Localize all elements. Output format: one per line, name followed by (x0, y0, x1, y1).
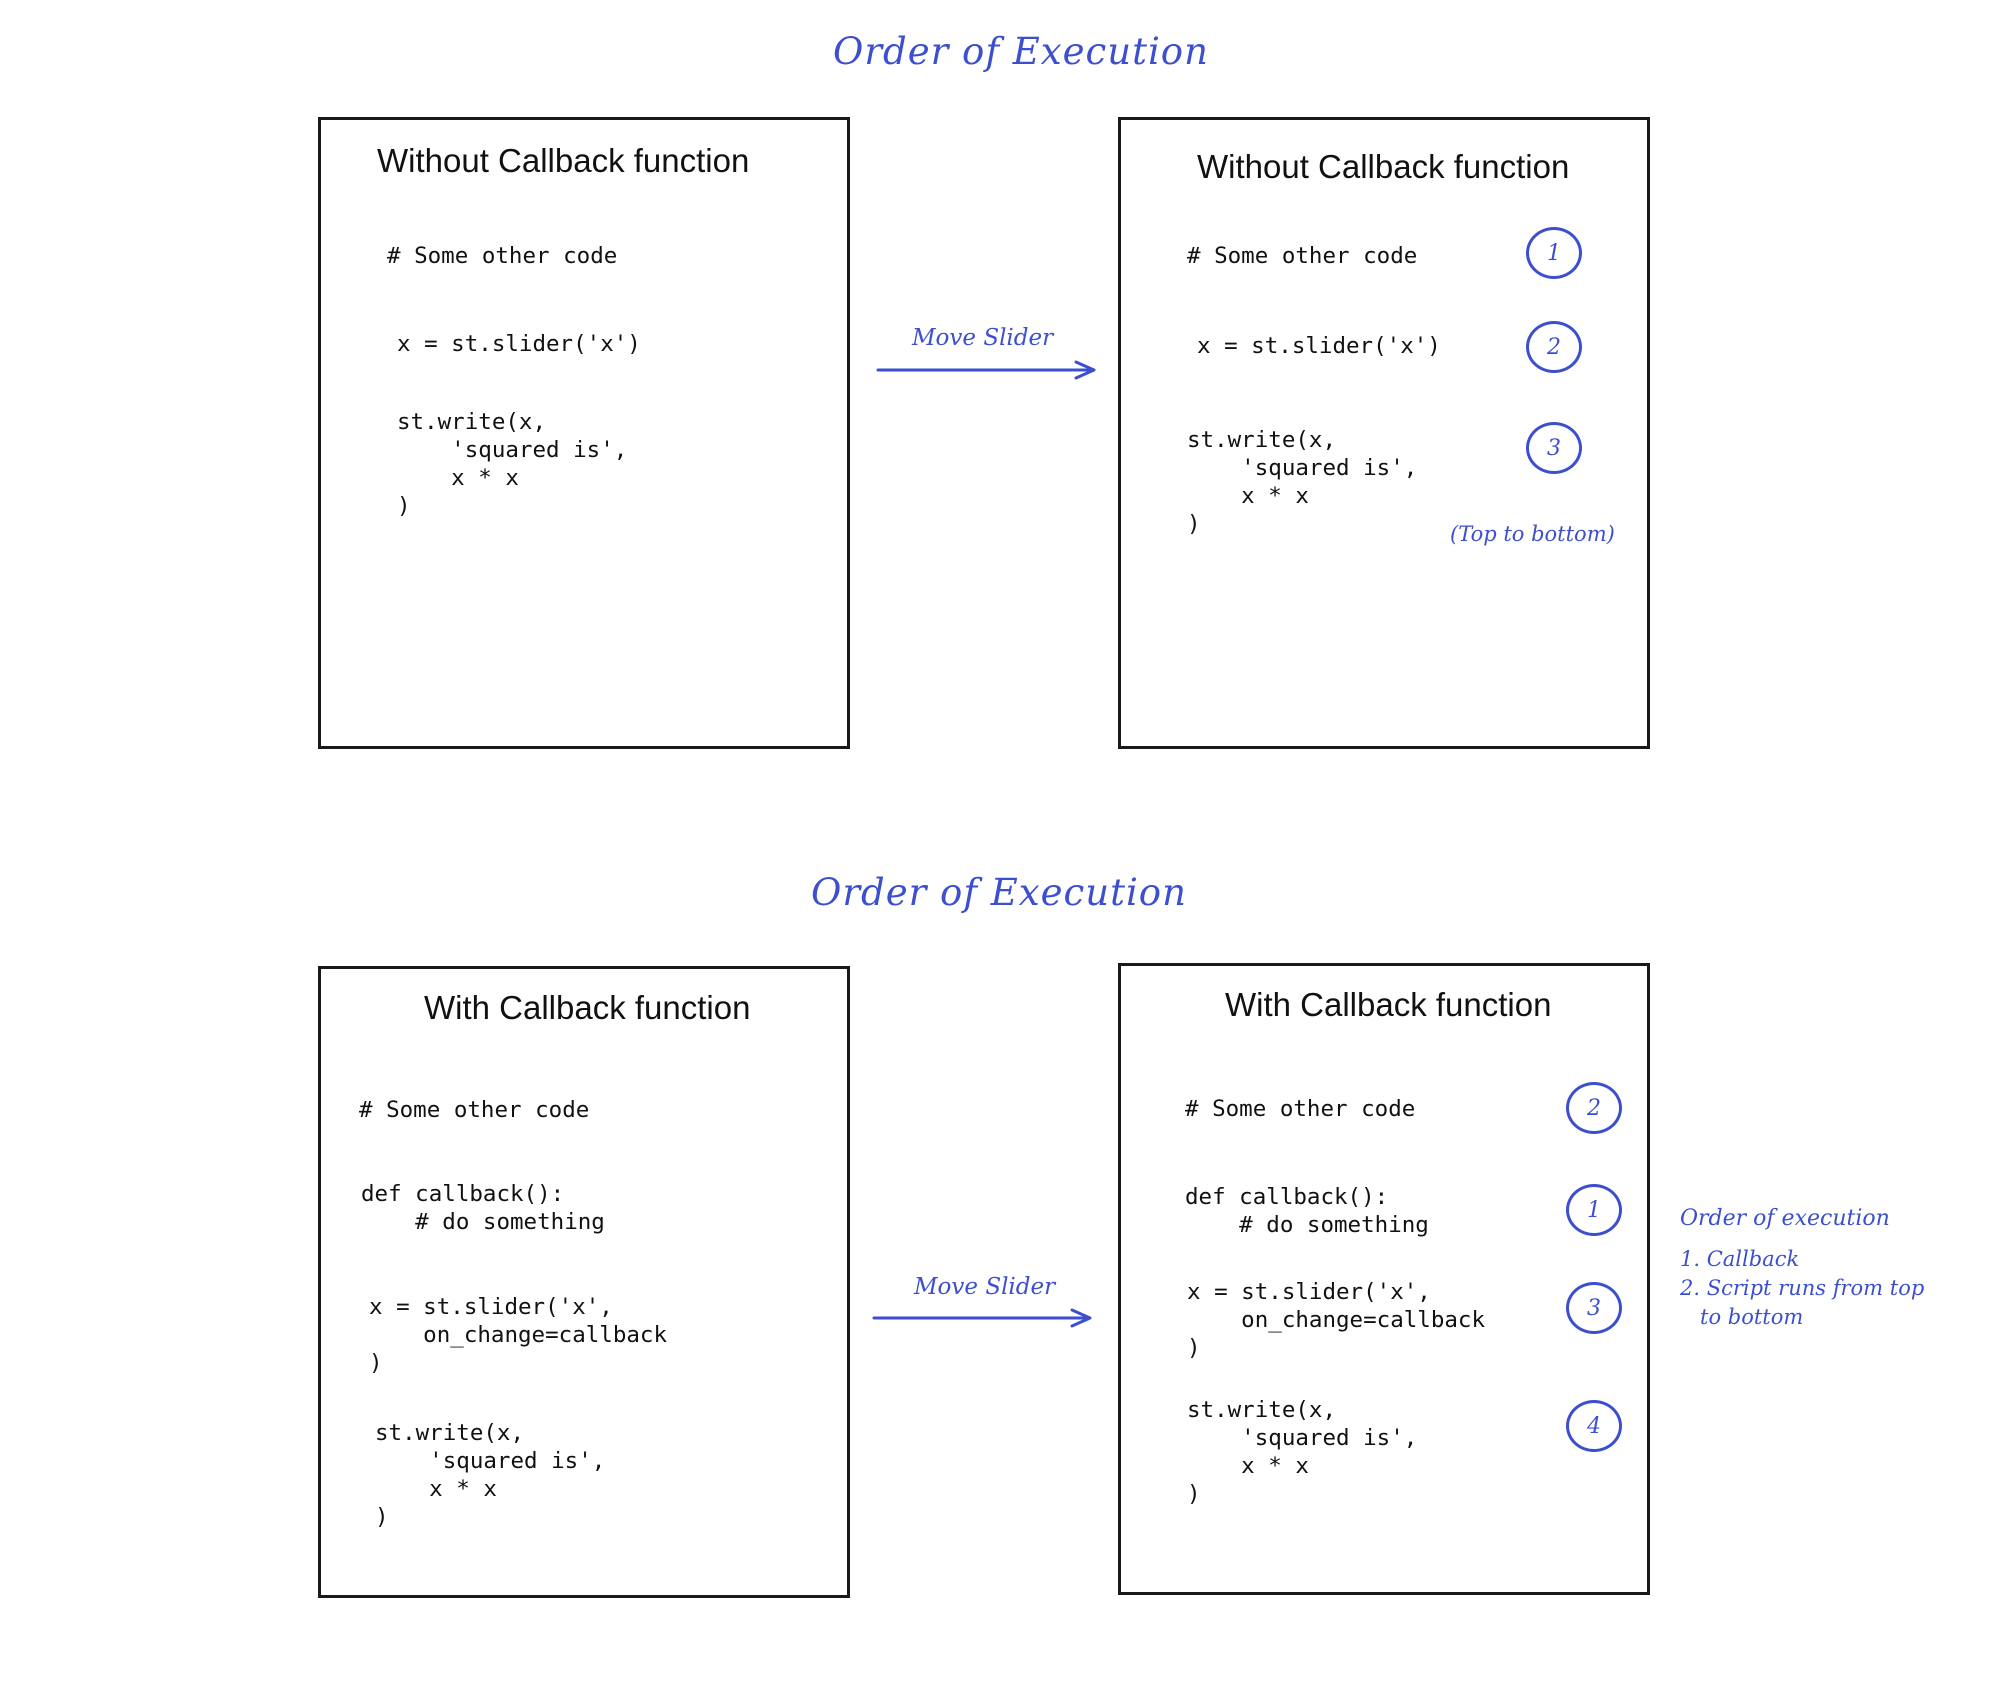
bottom-arrow (872, 1306, 1102, 1330)
code-comment: # Some other code (1185, 1096, 1416, 1122)
note-item: 2. Script runs from top to bottom (1680, 1276, 1925, 1329)
step-badge: 2 (1566, 1082, 1622, 1134)
note-item: 1. Callback (1680, 1247, 1800, 1271)
step-badge: 3 (1526, 422, 1582, 474)
code-def-callback: def callback(): # do something (1185, 1184, 1429, 1238)
note-title: Order of execution (1680, 1206, 1890, 1231)
bottom-left-box (318, 966, 850, 1598)
bottom-left-box-title: With Callback function (424, 989, 751, 1026)
code-slider: x = st.slider('x') (397, 331, 641, 357)
code-comment: # Some other code (1187, 243, 1418, 269)
code-slider: x = st.slider('x') (1197, 333, 1441, 359)
bottom-right-box-title: With Callback function (1225, 986, 1552, 1023)
top-right-box-title: Without Callback function (1197, 148, 1570, 185)
bottom-right-box (1118, 963, 1650, 1595)
code-comment: # Some other code (359, 1097, 590, 1123)
code-write: st.write(x, 'squared is', x * x ) (397, 409, 628, 519)
code-def-callback: def callback(): # do something (361, 1181, 605, 1235)
code-comment: # Some other code (387, 243, 618, 269)
top-to-bottom-annotation: (Top to bottom) (1450, 522, 1615, 546)
code-slider-callback: x = st.slider('x', on_change=callback ) (1187, 1279, 1486, 1361)
step-badge: 1 (1566, 1184, 1622, 1236)
step-badge: 1 (1526, 227, 1582, 279)
top-arrow (876, 358, 1106, 382)
top-heading: Order of Execution (833, 30, 1209, 73)
code-slider-callback: x = st.slider('x', on_change=callback ) (369, 1294, 668, 1376)
step-badge: 3 (1566, 1282, 1622, 1334)
step-badge: 4 (1566, 1400, 1622, 1452)
code-write: st.write(x, 'squared is', x * x ) (1187, 427, 1418, 537)
bottom-heading: Order of Execution (811, 871, 1187, 914)
top-left-box (318, 117, 850, 749)
bottom-arrow-label: Move Slider (914, 1274, 1056, 1300)
note-list (1680, 1245, 1924, 1332)
order-of-execution-note (1680, 1206, 1924, 1332)
top-left-box-title: Without Callback function (377, 142, 750, 179)
top-arrow-label: Move Slider (912, 325, 1054, 351)
code-write: st.write(x, 'squared is', x * x ) (375, 1420, 606, 1530)
code-write: st.write(x, 'squared is', x * x ) (1187, 1397, 1418, 1507)
step-badge: 2 (1526, 321, 1582, 373)
